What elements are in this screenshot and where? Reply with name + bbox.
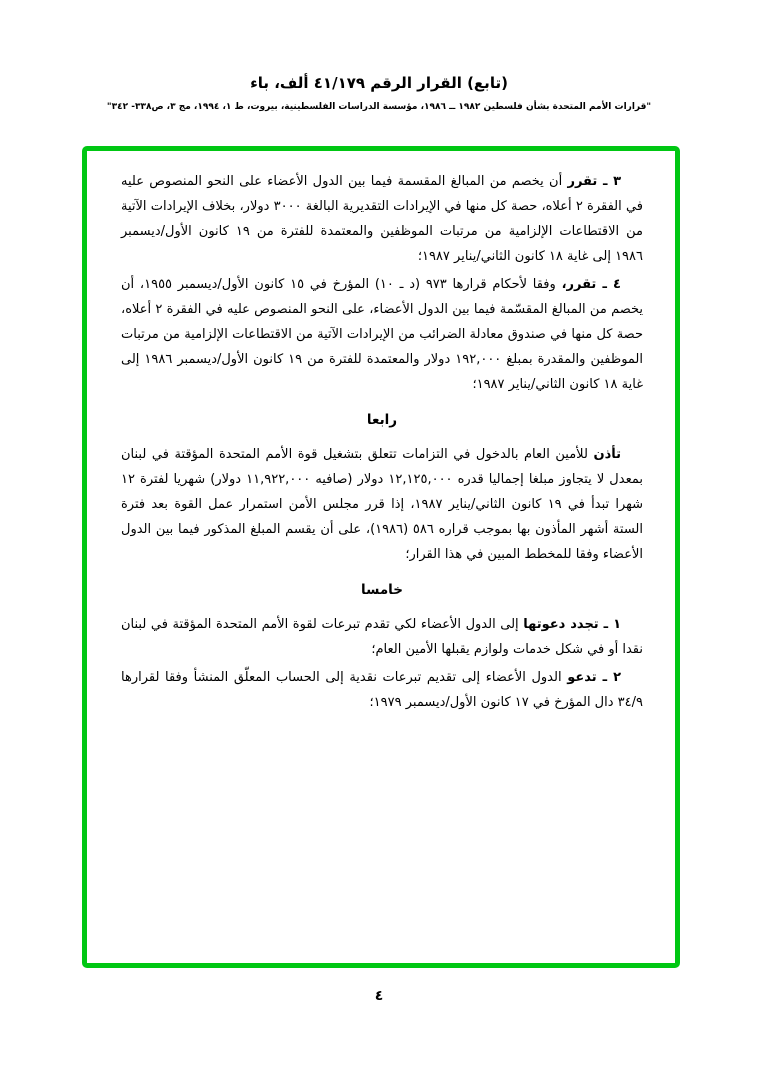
section-heading-fifth: خامسا	[361, 582, 403, 598]
paragraph-lead: ٣ ـ تقرر	[567, 174, 621, 189]
paragraph-text: للأمين العام بالدخول في التزامات تتعلق بتشغيل قوة الأمم المتحدة المؤقتة في لبنان بمعدل لا يتجاوز مبلغا إجماليا قدره ١٢,١٢٥,٠٠٠ دولار (صافيه ١١,٩٢٢,٠٠٠ دولار) شهريا لفترة ١٢ شهرا تبدأ في ١٩ كانون الثاني/يناير ١٩٨٧، إذا قرر مجلس الأمن استمرار عمل القوة بعد فترة الستة أشهر المأذون بها بموجب قراره ٥٨٦ (١٩٨٦)، على أن يقسم المبلغ المذكور فيما بين الدول الأعضاء وفقا للمخطط المبين في هذا القرار؛	[121, 447, 643, 562]
page-header	[0, 74, 758, 112]
paragraph-text: الدول الأعضاء إلى تقديم تبرعات نقدية إلى الحساب المعلّق المنشأ وفقا لقرارها ٣٤/٩ دال المؤرخ في ١٧ كانون الأول/ديسمبر ١٩٧٩؛	[121, 670, 643, 710]
section-fourth-paragraph	[121, 442, 643, 567]
paragraph-text: أن يخصم من المبالغ المقسمة فيما بين الدول الأعضاء على النحو المنصوص عليه في الفقرة ٢ أعلاه، حصة كل منها في الإيرادات التقديرية البالغة ٣٠٠٠ دولار، بخلاف الإيرادات الآتية من الاقتطاعات الإلزامية من مرتبات الموظفين والمعتمدة للفترة من ١٩ كانون الأول/ديسمبر ١٩٨٦ إلى غاية ١٨ كانون الثاني/يناير ١٩٨٧؛	[121, 174, 643, 264]
paragraph-lead: ٤ ـ تقرر،	[561, 277, 621, 292]
section-heading-fourth: رابعا	[366, 412, 398, 428]
section-fifth-paragraph-1	[121, 612, 643, 662]
paragraph-lead: ٢ ـ تدعو	[567, 670, 622, 685]
paragraph-text: إلى الدول الأعضاء لكي تقدم تبرعات لقوة الأمم المتحدة المؤقتة في لبنان نقدا أو في شكل خدمات ولوازم يقبلها الأمين العام؛	[121, 617, 643, 657]
resolution-text	[121, 169, 643, 718]
operative-paragraph-4	[121, 272, 643, 397]
paragraph-lead: تأذن	[593, 447, 621, 462]
document-title: (تابع) القرار الرقم ٤١/١٧٩ ألف، باء	[250, 74, 508, 92]
page-number: ٤	[374, 988, 384, 1004]
paragraph-lead: ١ ـ تجدد دعوتها	[523, 617, 622, 632]
operative-paragraph-3	[121, 169, 643, 269]
source-citation: "قرارات الأمم المتحدة بشأن فلسطين ١٩٨٢ ــ ١٩٨٦، مؤسسة الدراسات الفلسطينية، بيروت، ط ١، ١٩٩٤، مج ٣، ص٣٣٨- ٣٤٢"	[106, 102, 652, 112]
section-fifth-paragraph-2	[121, 665, 643, 715]
green-frame	[82, 146, 680, 968]
paragraph-text: وفقا لأحكام قرارها ٩٧٣ (د ـ ١٠) المؤرخ في ١٥ كانون الأول/ديسمبر ١٩٥٥، أن يخصم من المبالغ المقسّمة فيما بين الدول الأعضاء، على النحو المنصوص عليه في الفقرة ٢ أعلاه، حصة كل منها في صندوق معادلة الضرائب من الإيرادات الآتية من الاقتطاعات الإلزامية من مرتبات الموظفين والمقدرة بمبلغ ١٩٢,٠٠٠ دولار والمعتمدة للفترة من ١٩ كانون الأول/ديسمبر ١٩٨٦ إلى غاية ١٨ كانون الثاني/يناير ١٩٨٧؛	[121, 277, 644, 392]
